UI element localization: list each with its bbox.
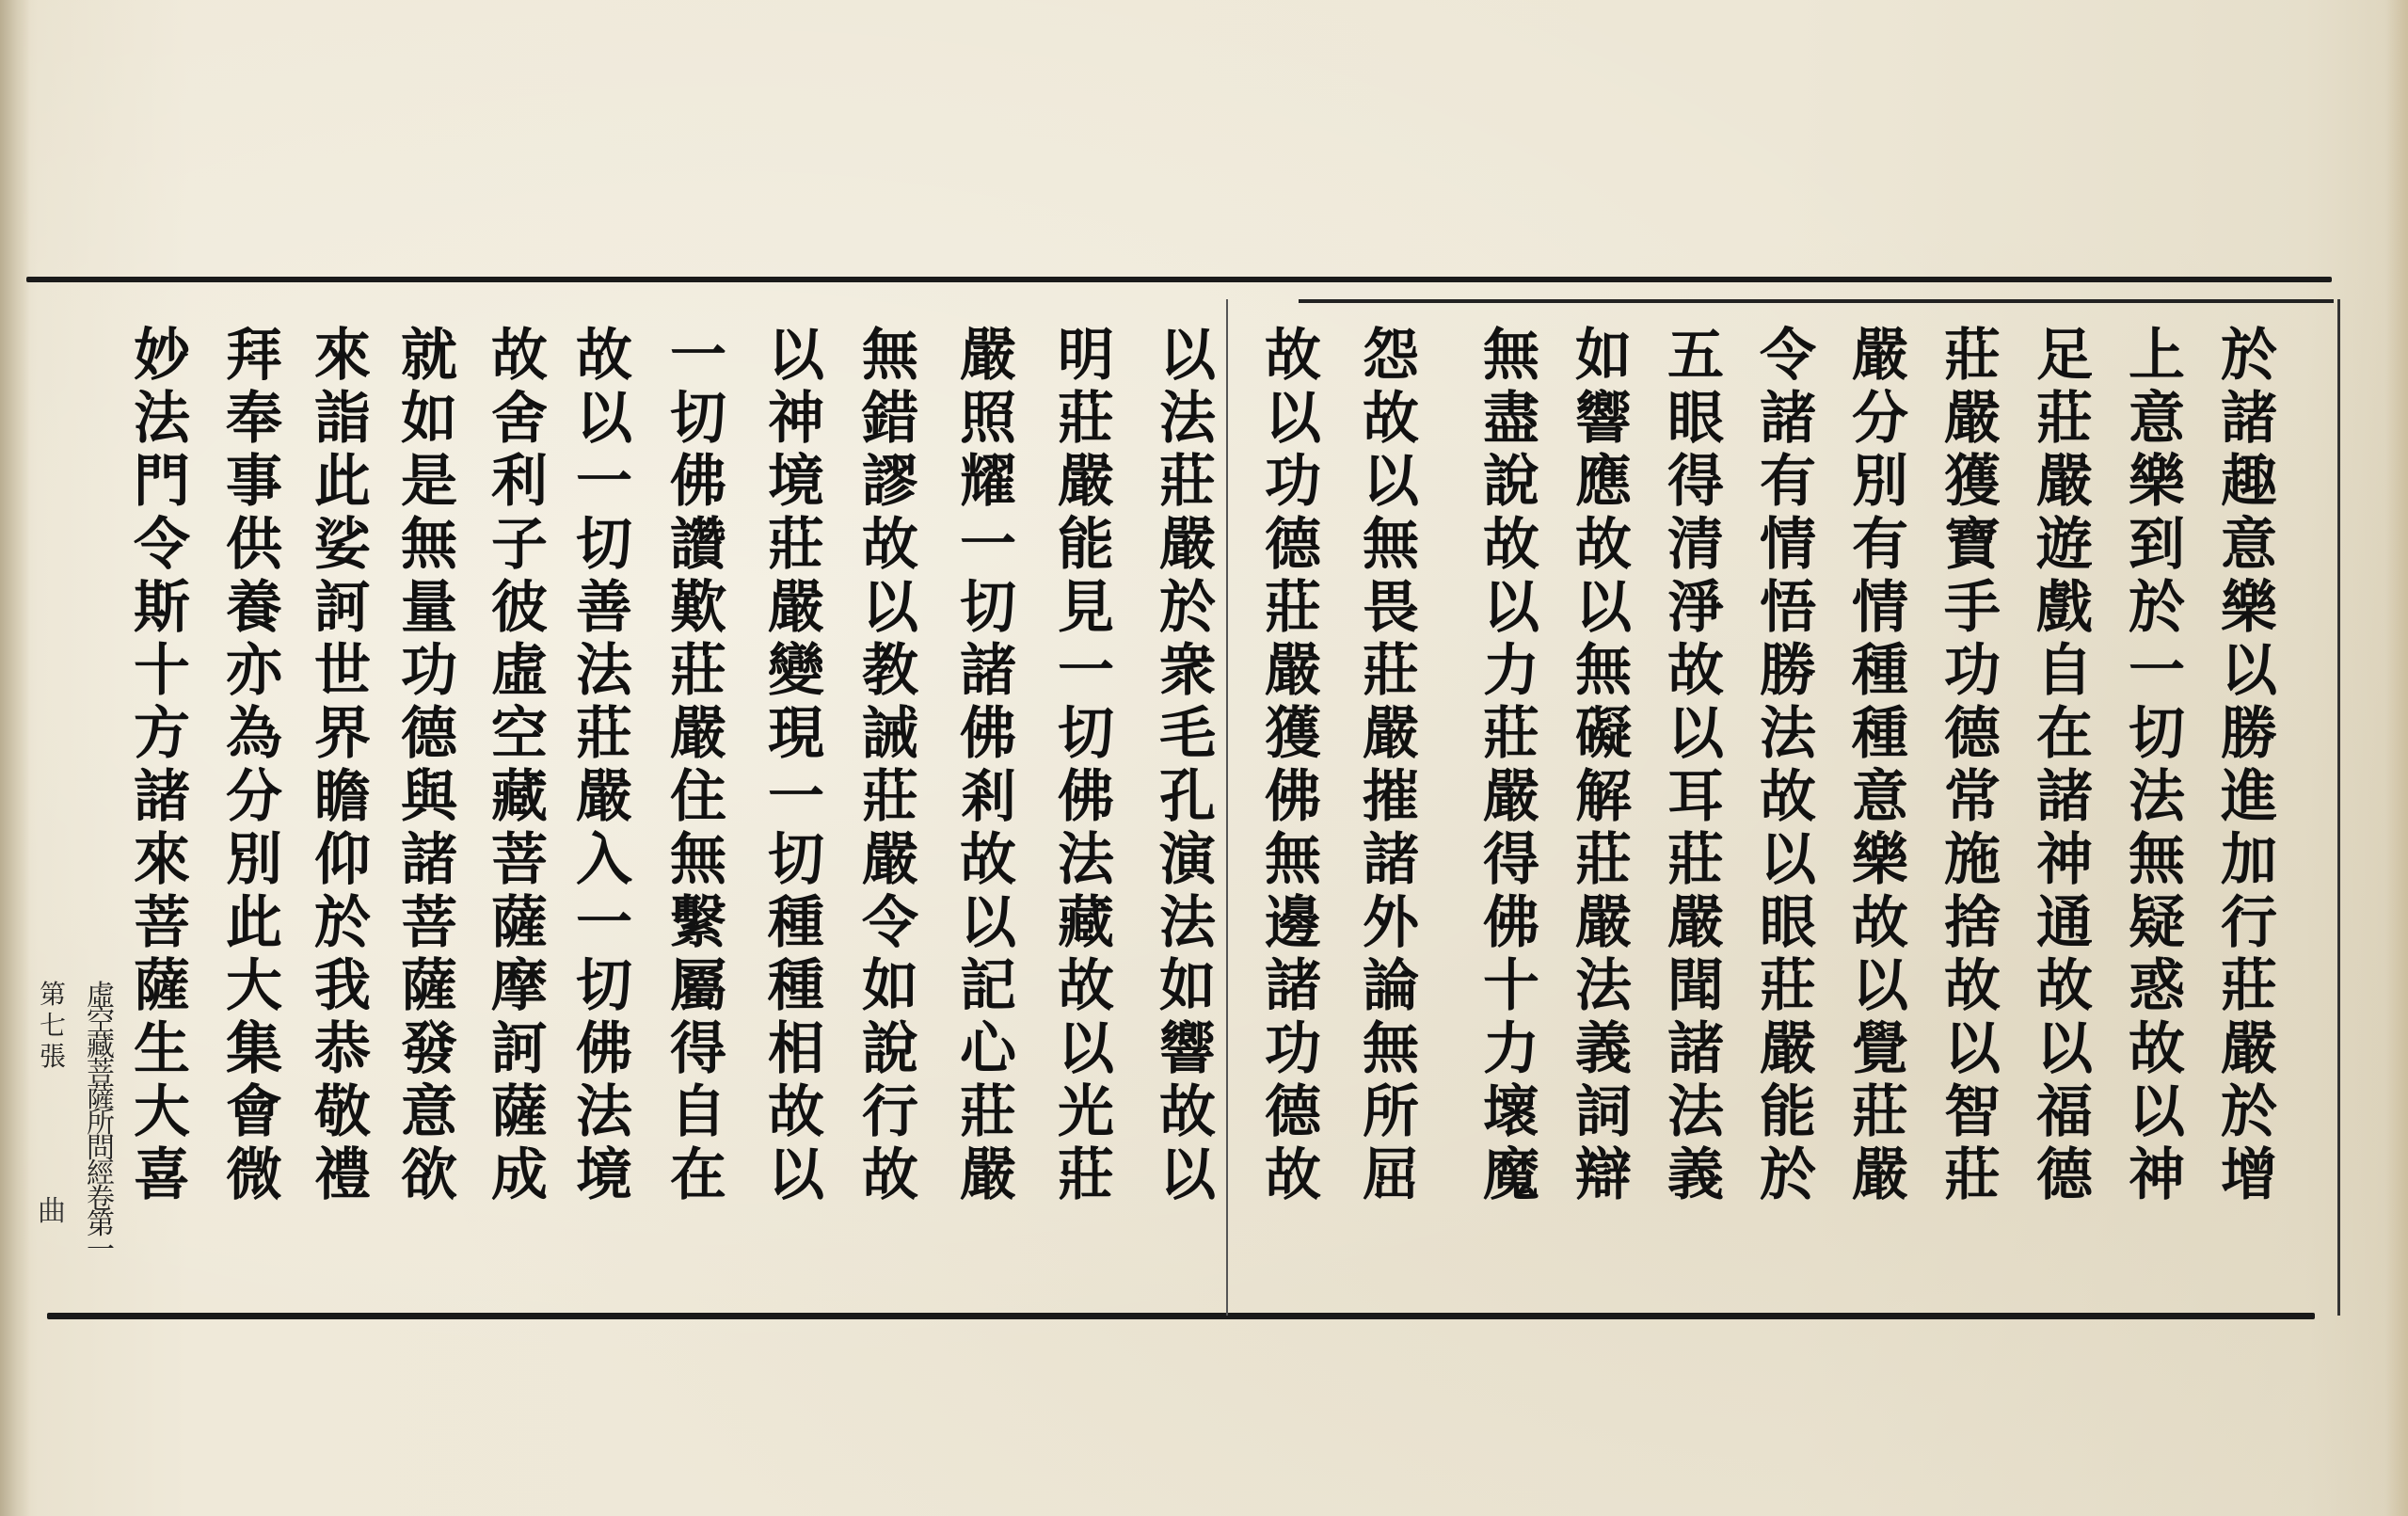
text-column: 故以一切善法莊嚴入一切佛法境 (576, 323, 632, 1208)
text-column: 嚴分別有情種種意樂故以覺莊嚴 (1852, 323, 1908, 1208)
binding-edge-right (2385, 0, 2408, 1516)
text-column: 無盡說故以力莊嚴得佛十力壞魔 (1483, 323, 1539, 1208)
text-column: 妙法門令斯十方諸來菩薩生大喜 (134, 323, 190, 1208)
text-column: 就如是無量功德與諸菩薩發意欲 (401, 323, 457, 1208)
text-column: 來詣此娑訶世界瞻仰於我恭敬禮 (314, 323, 371, 1208)
bottom-border-rule (47, 1313, 2315, 1319)
text-column: 於諸趣意樂以勝進加行莊嚴於增 (2221, 323, 2277, 1208)
text-column: 拜奉事供養亦為分別此大集會微 (226, 323, 282, 1208)
margin-sutra-title: 虛空藏菩薩所問經卷第一 (87, 980, 115, 1267)
margin-page-number: 第七張 (39, 979, 66, 1072)
text-column: 莊嚴獲寶手功德常施捨故以智莊 (1944, 323, 2001, 1208)
text-column: 故舍利子彼虛空藏菩薩摩訶薩成 (491, 323, 548, 1208)
binding-edge-left (0, 0, 30, 1516)
text-column: 嚴照耀一切諸佛剎故以記心莊嚴 (960, 323, 1016, 1208)
text-column: 五眼得清淨故以耳莊嚴聞諸法義 (1667, 323, 1724, 1208)
margin-mark: 曲 (38, 1195, 66, 1228)
text-column: 足莊嚴遊戲自在諸神通故以福德 (2036, 323, 2093, 1208)
text-column: 怨故以無畏莊嚴摧諸外論無所屈 (1363, 323, 1419, 1208)
text-column: 一切佛讚歎莊嚴住無繫屬得自在 (670, 323, 726, 1208)
right-border-rule (2337, 299, 2340, 1316)
text-column: 故以功德莊嚴獲佛無邊諸功德故 (1265, 323, 1321, 1208)
text-column: 如響應故以無礙解莊嚴法義詞辯 (1575, 323, 1632, 1208)
text-column: 以神境莊嚴變現一切種種相故以 (768, 323, 824, 1208)
text-column: 明莊嚴能見一切佛法藏故以光莊 (1058, 323, 1114, 1208)
text-column: 以法莊嚴於衆毛孔演法如響故以 (1159, 323, 1216, 1208)
text-column: 上意樂到於一切法無疑惑故以神 (2129, 323, 2185, 1208)
text-column: 無錯謬故以教誡莊嚴令如說行故 (862, 323, 918, 1208)
text-column: 令諸有情悟勝法故以眼莊嚴能於 (1760, 323, 1816, 1208)
top-border-rule (26, 277, 2332, 282)
top-inner-rule (1299, 299, 2334, 303)
